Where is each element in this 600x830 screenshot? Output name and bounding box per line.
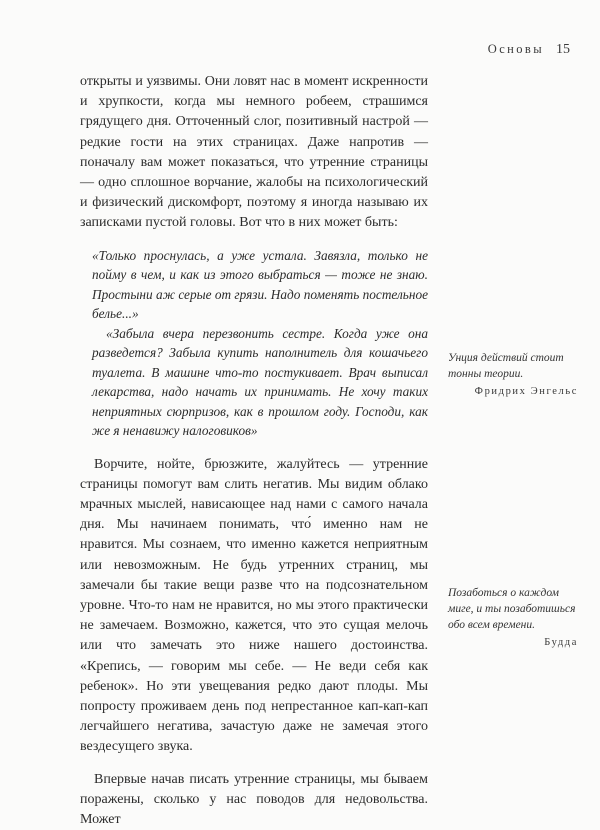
section-title: Основы [487, 42, 544, 56]
sidebar-quote-buddha [448, 585, 578, 651]
quote-paragraph: «Только проснулась, а уже устала. Завязла, только не пойму в чем, и как из этого выбраться — тоже не знаю. Простыни аж серые от грязи. Надо поменять постельное белье...» [92, 247, 428, 322]
quote-paragraph: «Забыла вчера перезвонить сестре. Когда уже она разведется? Забыла купить наполнитель для кошачьего туалета. В машине что-то постукивает. Врач выписал лекарства, надо начать их принимать. Не хочу таких неприятных сюрпризов, как в прошлом году. Господи, как же я ненавижу налоговиков» [92, 325, 428, 439]
paragraph: открыты и уязвимы. Они ловят нас в момент искренности и хрупкости, когда мы немного робеем, страшимся грядущего дня. Отточенный слог, позитивный настрой — редкие гости на этих страницах. Даже напротив — поначалу вам может показаться, что утренние страницы — одно сплошное ворчание, жалобы на психологический и физический дискомфорт, поэтому я иногда называю их записками пустой головы. Вот что в них может быть: [80, 74, 428, 231]
sidebar-quote-author: Будда [544, 637, 578, 648]
sidebar-quote-engels [448, 350, 578, 400]
sidebar-quote-author: Фридрих Энгельс [474, 386, 578, 397]
diary-quote [92, 246, 428, 441]
main-text [80, 72, 428, 830]
sidebar-quote-text: Позаботься о каждом миге, и ты позаботишься обо всем времени. [448, 587, 576, 631]
sidebar-quote-text: Унция действий стоит тонны теории. [448, 352, 564, 380]
paragraph: Впервые начав писать утренние страницы, мы бываем поражены, сколько у нас поводов для недовольства. Может [80, 771, 428, 828]
running-header [488, 42, 570, 58]
page-number: 15 [556, 42, 570, 57]
paragraph: Ворчите, нойте, брюзжите, жалуйтесь — утренние страницы помогут вам слить негатив. Мы видим облако мрачных мыслей, нависающее над нами с самого начала дня. Мы начинаем понимать, что́ именно нам не нравится. Мы сознаем, что именно кажется неприятным или невозможным. Не будь утренних страниц, мы замечали бы такие вещи разве что на подсознательном уровне. Что-то нам не нравится, но мы этого практически не замечаем. Возможно, кажется, что это сущая мелочь или что замечать это ниже нашего достоинства. «Крепись, — говорим мы себе. — Не веди себя как ребенок». Но эти увещевания редко дают плоды. Мы попросту проживаем день под непрестанное кап-кап-кап легчайшего негатива, зачастую даже не замечая этого вездесущего звука. [80, 456, 428, 755]
